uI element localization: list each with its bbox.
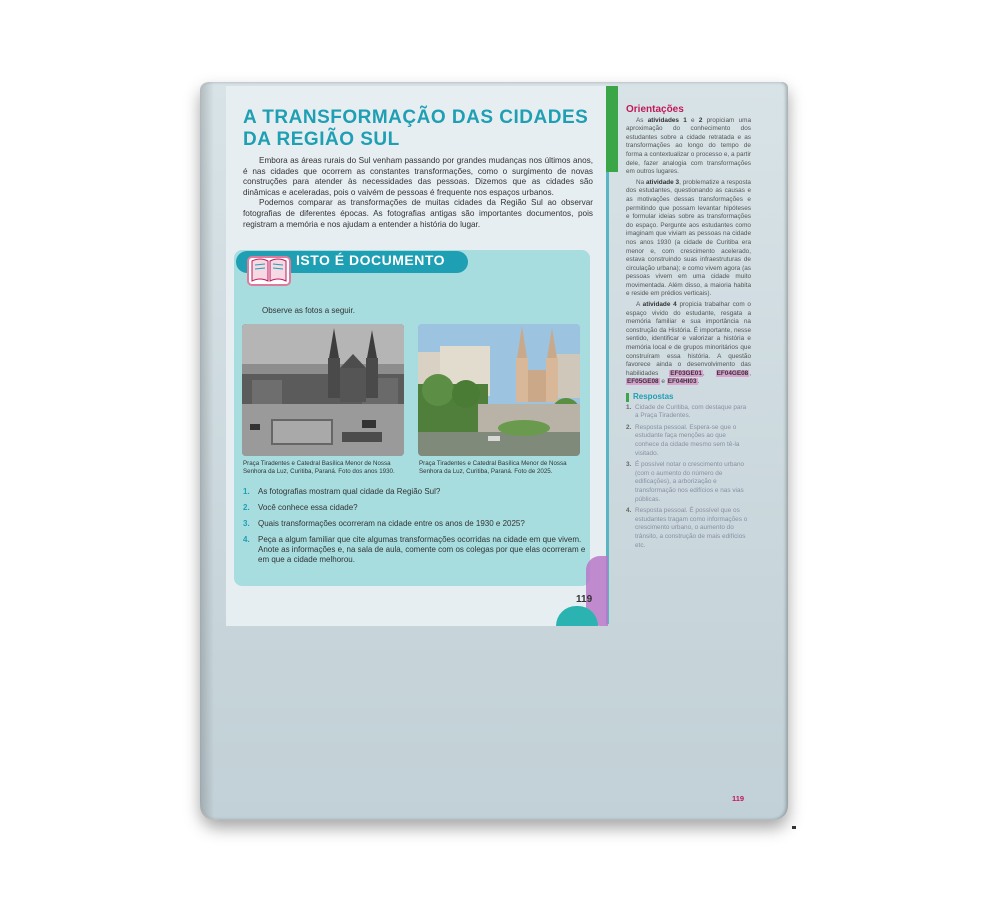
page-title: A TRANSFORMAÇÃO DAS CIDADES DA REGIÃO SUL <box>243 107 589 150</box>
question-text: Você conhece essa cidade? <box>258 503 358 512</box>
question-text: Peça a algum familiar que cite algumas transformações ocorridas na cidade em que vivem. Anote as informações e, na sala de aula, comente com os colegas por que elas ocorreram e em que a cidade melhorou. <box>258 535 586 564</box>
question-item <box>243 503 588 513</box>
answer-list <box>626 404 751 551</box>
question-number: 3. <box>243 519 250 528</box>
sidebar-page-number: 119 <box>732 794 745 803</box>
open-book-icon <box>246 251 292 289</box>
skill-tag: EF04HI03 <box>667 378 697 386</box>
answer-item: 4. Resposta pessoal. É possível que os estudantes tragam como informações o crescimento urbano, o aumento do trânsito, a construção de mais edifícios etc. <box>626 507 748 549</box>
skill-tag: EF04GE08 <box>716 369 749 377</box>
photo-1930 <box>242 324 404 456</box>
question-item <box>243 535 588 565</box>
intro-text <box>243 156 593 230</box>
question-number: 1. <box>243 487 250 496</box>
answer-item: 2. Resposta pessoal. Espera-se que o estudante faça menções ao que conhece da cidade mesmo sem tê-la visitado. <box>626 423 740 457</box>
photo-2025 <box>418 324 580 456</box>
question-text: As fotografias mostram qual cidade da Região Sul? <box>258 487 441 496</box>
question-list <box>243 487 588 571</box>
question-item <box>243 519 588 529</box>
teacher-sidebar <box>626 106 751 553</box>
sidebar-paragraph-1: As atividades 1 e 2 propiciam uma aproximação do conhecimento dos estudantes sobre a cidade retratada e as transformações ao longo do tempo de forma a contextualizar o processo e, a partir dele, fazer analogia com transformações em outros lugares. <box>626 116 751 176</box>
page-number: 119 <box>576 594 593 605</box>
question-item <box>243 487 588 497</box>
answer-item: 3. É possível notar o crescimento urbano (com o aumento do número de edificações), a arborização e transformação nos edifícios e nas vias públicas. <box>626 461 745 503</box>
book-spine-shadow <box>200 82 214 820</box>
intro-paragraph-1: Embora as áreas rurais do Sul venham passando por grandes mudanças nos últimos anos, é nas cidades que ocorrem as constantes transformações, como o surgimento de novas construções para atender às necessidades das pessoas. Dizemos que as cidades são dinâmicas e aceleradas, pois o vaivém de pessoas é frequente nos espaços urbanos. <box>243 156 593 197</box>
photo-caption-1: Praça Tiradentes e Catedral Basílica Menor de Nossa Senhora da Luz, Curitiba, Paraná. Foto dos anos 1930. <box>243 460 395 475</box>
question-text: Quais transformações ocorreram na cidade entre os anos de 1930 e 2025? <box>258 519 525 528</box>
skill-tag: EF05GE08 <box>627 378 659 386</box>
intro-paragraph-2: Podemos comparar as transformações de muitas cidades da Região Sul ao observar fotografias de diferentes épocas. As fotografias antigas são importantes documentos, pois registram a memória e nos ajudam a entender a história do lugar. <box>243 198 593 229</box>
document-header-label: ISTO É DOCUMENTO <box>296 252 446 268</box>
corner-mark <box>792 826 796 829</box>
skill-tag: EF03GE01 <box>670 369 702 377</box>
instruction-text: Observe as fotos a seguir. <box>262 306 355 315</box>
sidebar-paragraph-3: A atividade 4 propicia trabalhar com o espaço vivido do estudante, resgata a memória familiar e sua importância na construção da História. É importante, nesse sentido, identificar e valorizar a história e memória local e de grupos minoritários que construíram essa história. A questão favorece ainda o desenvolvimento das habilidades EF03GE01, EF04GE08, EF05GE08 e EF04HI03. <box>626 301 751 386</box>
green-accent-bar <box>606 86 618 172</box>
question-number: 4. <box>243 535 250 544</box>
photo-caption-2: Praça Tiradentes e Catedral Basílica Menor de Nossa Senhora da Luz, Curitiba, Paraná. Foto de 2025. <box>419 460 567 475</box>
sidebar-paragraph-2: Na atividade 3, problematize a resposta dos estudantes, questionando as causas e as motivações dessas transformações e permitindo que possam levantar hipóteses e formular ideias sobre as transformações do espaço. Pergunte aos estudantes como imaginam que viviam as pessoas na cidade nos anos 1930 (a cidade de Curitiba era menor e, com crescimento acelerado, estava construindo suas infraestruturas de circulação urbana); e como vivem agora (as pessoas vivem em uma cidade muito movimentada. Além disso, a maioria habita e reside em prédios verticais). <box>626 178 751 298</box>
question-number: 2. <box>243 503 250 512</box>
sidebar-title: Orientações <box>626 104 684 115</box>
answer-item: 1. Cidade de Curitiba, com destaque para a Praça Tiradentes. <box>626 403 747 420</box>
answers-title: Respostas <box>626 393 751 402</box>
